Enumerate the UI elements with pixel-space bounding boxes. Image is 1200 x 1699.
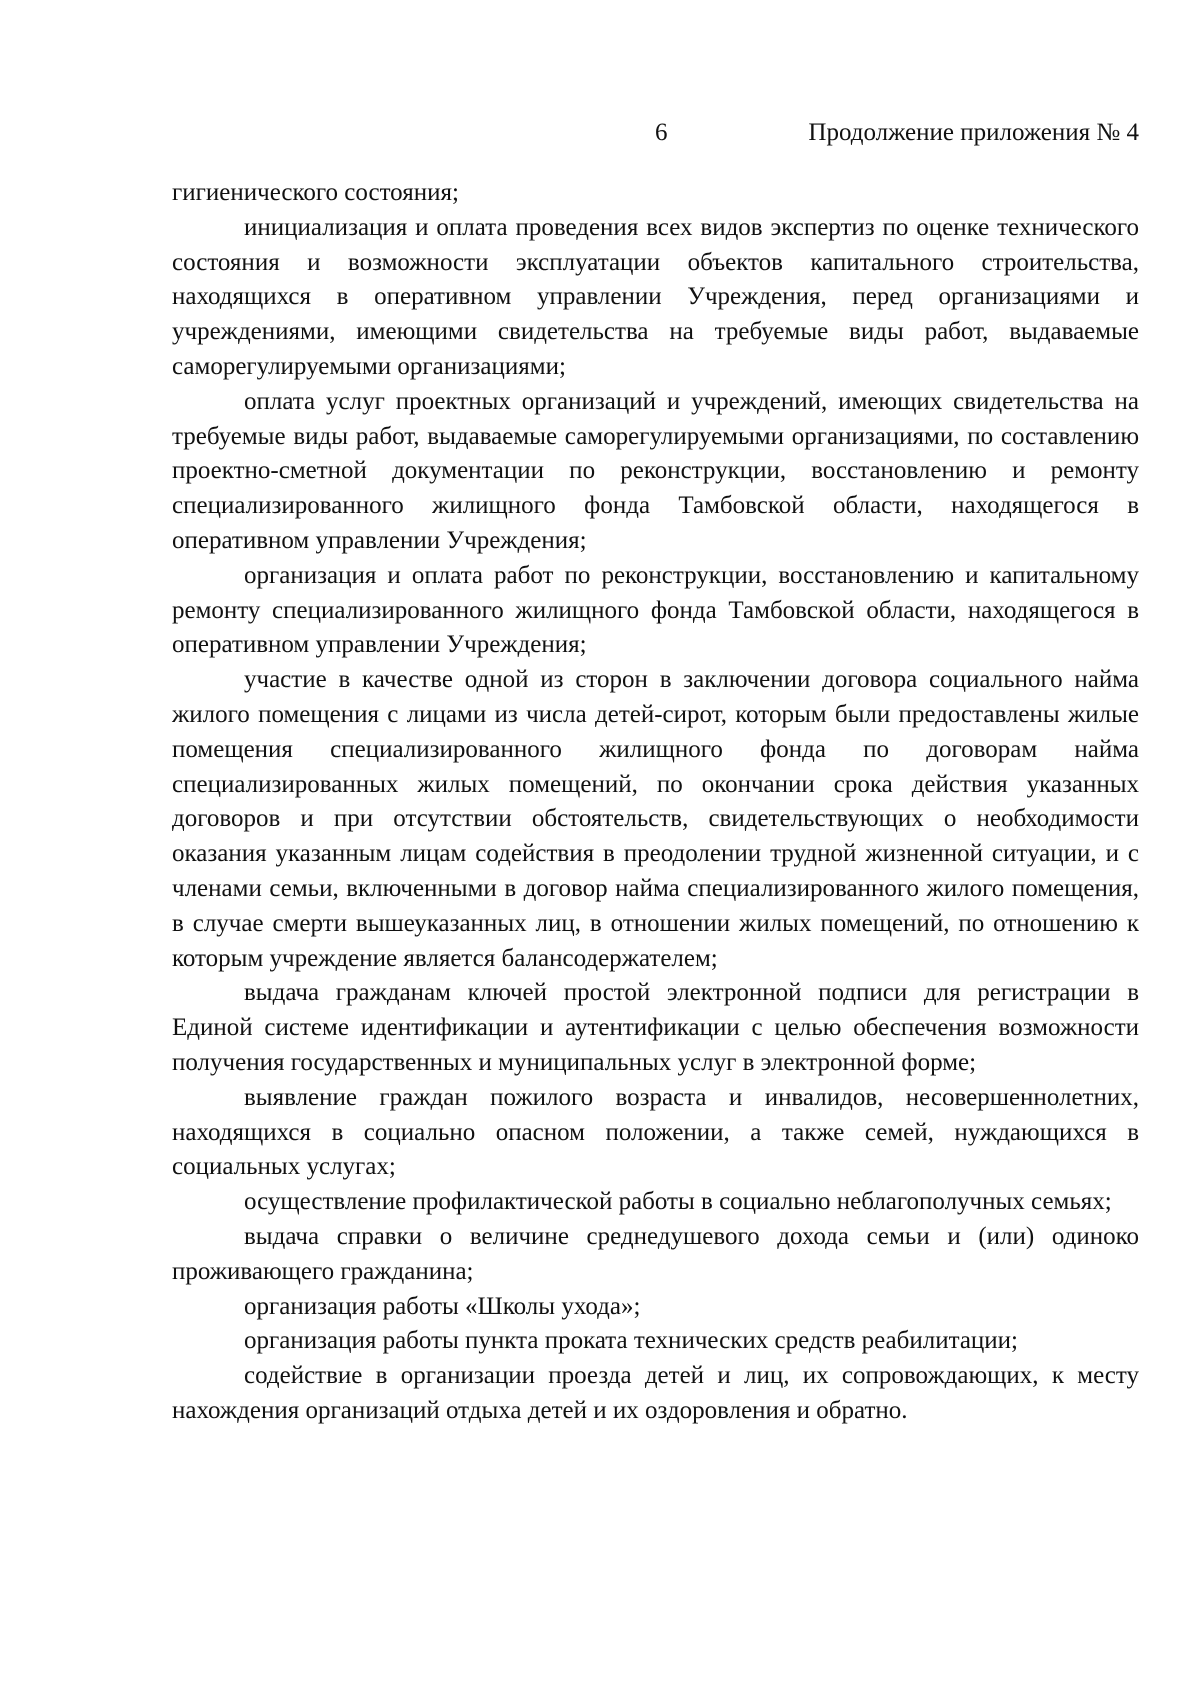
paragraph: организация работы «Школы ухода»; <box>244 1292 641 1320</box>
paragraph: оплата услуг проектных организаций и учреждений, имеющих свидетельства на требуемые виды работ, выдаваемые саморегулируемыми организациями, по составлению проектно-сметной документации по реконструкции, восстановлению и ремонту специализированного жилищного фонда Тамбовской области, находящегося в оперативном управлении Учреждения; <box>172 387 1139 554</box>
appendix-continuation-label: Продолжение приложения № 4 <box>808 119 1139 146</box>
paragraph: организация и оплата работ по реконструкции, восстановлению и капитальному ремонту специализированного жилищного фонда Тамбовской области, находящегося в оперативном управлении Учреждения; <box>172 561 1139 659</box>
paragraph: осуществление профилактической работы в социально неблагополучных семьях; <box>244 1188 1112 1216</box>
page-header <box>172 113 1139 153</box>
paragraph: выдача гражданам ключей простой электронной подписи для регистрации в Единой системе идентификации и аутентификации с целью обеспечения возможности получения государственных и муниципальных услуг в электронной форме; <box>172 979 1139 1076</box>
paragraph: организация работы пункта проката технических средств реабилитации; <box>244 1327 1018 1355</box>
paragraph: выявление граждан пожилого возраста и инвалидов, несовершеннолетних, находящихся в социально опасном положении, а также семей, нуждающихся в социальных услугах; <box>172 1083 1139 1181</box>
page-number: 6 <box>655 119 668 146</box>
paragraph: инициализация и оплата проведения всех видов экспертиз по оценке технического состояния и возможности эксплуатации объектов капитального строительства, находящихся в оперативном управлении Учреждения, перед организациями и учреждениями, имеющими свидетельства на требуемые виды работ, выдаваемые саморегулируемыми организациями; <box>172 213 1139 380</box>
paragraph: гигиенического состояния; <box>172 179 459 206</box>
paragraph: участие в качестве одной из сторон в заключении договора социального найма жилого помещения с лицами из числа детей-сирот, которым были предоставлены жилые помещения специализированного жилищного фонда по договорам найма специализированных жилых помещений, по окончании срока действия указанных договоров и при отсутствии обстоятельств, свидетельствующих о необходимости оказания указанным лицам содействия в преодолении трудной жизненной ситуации, и с членами семьи, включенными в договор найма специализированного жилого помещения, в случае смерти вышеуказанных лиц, в отношении жилых помещений, по отношению к которым учреждение является балансодержателем; <box>172 666 1139 972</box>
paragraph: содействие в организации проезда детей и лиц, их сопровождающих, к месту нахождения организаций отдыха детей и их оздоровления и обратно. <box>172 1362 1139 1424</box>
document-body <box>172 176 1139 1429</box>
paragraph: выдача справки о величине среднедушевого дохода семьи и (или) одиноко проживающего гражданина; <box>172 1222 1139 1285</box>
